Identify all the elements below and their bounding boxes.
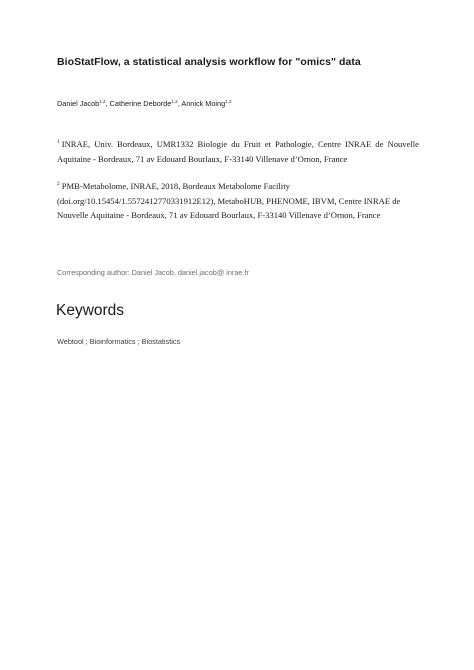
- keywords-heading: Keywords: [56, 302, 125, 319]
- author-affiliation-mark: 1,2: [225, 99, 232, 104]
- affiliation-text: INRAE, Univ. Bordeaux, UMR1332 Biologie du Fruit et Pathologie, Centre INRAE de Nouvelle Aquitaine - Bordeaux, 71 av Edouard Bourlaux, F-33140 Villenave d’Ornon, France: [57, 139, 419, 164]
- corresponding-author: Corresponding author: Daniel Jacob, daniel.jacob@ inrae.fr: [57, 268, 249, 277]
- author-separator: ,: [105, 99, 110, 108]
- author-name: Annick Moing: [181, 99, 226, 108]
- author-separator: ,: [177, 99, 182, 108]
- affiliation-number: 1: [57, 139, 60, 145]
- affiliation-1: [57, 137, 419, 166]
- author-name: Daniel Jacob: [57, 99, 100, 108]
- affiliation-text: PMB-Metabolome, INRAE, 2018, Bordeaux Metabolome Facility (doi.org/10.15454/1.5572412770331912E12), MetaboHUB, PHENOME, IBVM, Centre INRAE de Nouvelle Aquitaine - Bordeaux, 71 av Edouard Bourlaux, F-33140 Villenave d’Ornon, France: [57, 181, 401, 221]
- author-list: [57, 99, 232, 108]
- paper-title: BioStatFlow, a statistical analysis workflow for "omics" data: [57, 56, 361, 68]
- affiliation-number: 2: [57, 181, 60, 187]
- author-name: Catherine Deborde: [109, 99, 172, 108]
- keywords-list: Webtool ; Bioinformatics ; Biostatistics: [57, 337, 181, 346]
- author-affiliation-mark: 1,2: [99, 99, 106, 104]
- author-affiliation-mark: 1,2: [171, 99, 178, 104]
- affiliation-2: [57, 179, 419, 223]
